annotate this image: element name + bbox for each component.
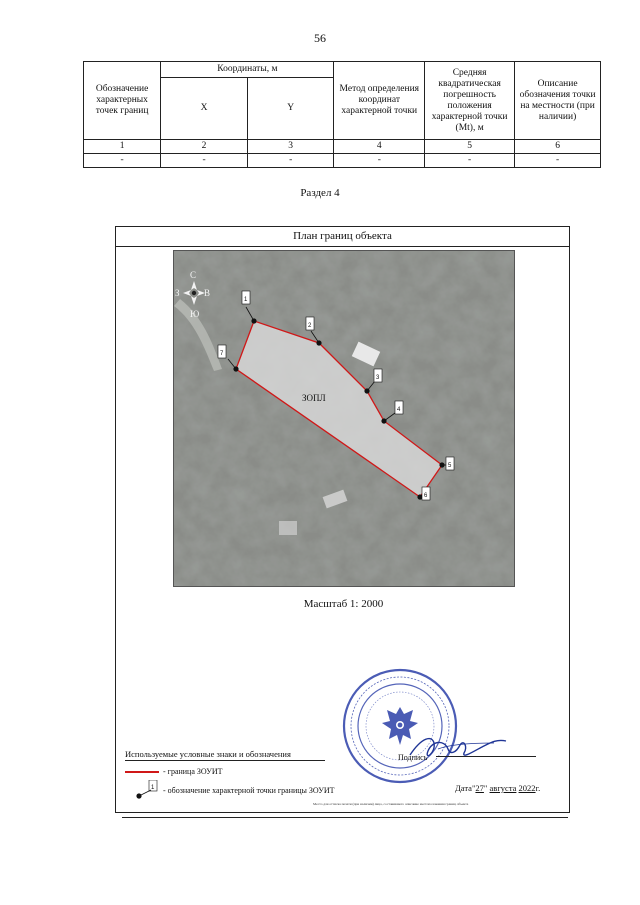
point-symbol-icon	[125, 780, 163, 800]
plan-frame	[115, 226, 570, 813]
compass-north: С	[190, 270, 197, 280]
compass-center-icon	[192, 291, 196, 295]
point-label: 6	[424, 493, 428, 499]
point-label: 1	[244, 297, 248, 303]
date-day: 27	[475, 783, 484, 793]
compass-south: Ю	[190, 309, 200, 319]
column-number: 4	[334, 140, 425, 154]
point-marker-icon	[233, 366, 238, 371]
column-number: 6	[515, 140, 601, 154]
point-marker-icon	[251, 318, 256, 323]
satellite-map	[173, 250, 515, 587]
table-cell: -	[161, 154, 248, 168]
point-marker-icon	[364, 388, 369, 393]
legend-boundary-label: - граница ЗОУИТ	[163, 767, 223, 776]
col-method: Метод определения координат характерной точки	[334, 62, 425, 140]
col-designation: Обозначение характерных точек границ	[84, 62, 161, 140]
stamp-footnote: Место для оттиска печати (при наличии) лица, составившего описание местоположения границ объекта	[313, 802, 469, 806]
boundary-line-icon	[125, 771, 159, 773]
compass-west: З	[175, 288, 180, 298]
col-error: Средняя квадратическая погрешность положения характерной точки (Mt), м	[425, 62, 515, 140]
point-label: 2	[308, 323, 312, 329]
column-number-row	[84, 140, 601, 154]
table-row	[84, 154, 601, 168]
date-year-suffix: г.	[535, 783, 541, 793]
zone-label: ЗОПЛ	[302, 393, 326, 403]
legend-point-text: - обозначение характерной точки границы ЗОУИТ	[163, 785, 335, 795]
date-year: 2022	[518, 783, 536, 793]
column-number: 2	[161, 140, 248, 154]
column-number: 1	[84, 140, 161, 154]
compass-east: В	[204, 288, 211, 298]
legend-point-label: 1	[151, 785, 155, 791]
date-month: августа	[489, 783, 517, 793]
col-coordinates: Координаты, м	[161, 62, 334, 78]
table-cell: -	[515, 154, 601, 168]
point-marker-icon	[316, 340, 321, 345]
point-label: 3	[376, 375, 380, 381]
point-marker-icon	[381, 418, 386, 423]
col-description: Описание обозначения точки на местности (при наличии)	[515, 62, 601, 140]
table-cell: -	[247, 154, 334, 168]
signature-label: Подпись	[398, 753, 428, 762]
date-prefix: Дата"	[455, 783, 476, 793]
col-x: X	[161, 78, 248, 140]
point-label: 5	[448, 463, 452, 469]
signature-line	[436, 756, 536, 757]
point-label: 7	[220, 351, 224, 357]
legend-title: Используемые условные знаки и обозначения	[125, 749, 291, 759]
col-y: Y	[247, 78, 334, 140]
column-number: 3	[247, 140, 334, 154]
seal-stamp	[341, 667, 459, 785]
scale-label: Масштаб 1: 2000	[303, 598, 384, 610]
legend-title-underline	[125, 760, 325, 761]
table-cell: -	[84, 154, 161, 168]
legend-row-point	[125, 780, 335, 800]
table-cell: -	[334, 154, 425, 168]
date-day-suffix: "	[483, 783, 488, 793]
page-number: 56	[314, 31, 326, 45]
column-number: 5	[425, 140, 515, 154]
table-cell: -	[425, 154, 515, 168]
map-graphic	[174, 251, 514, 586]
section-title: Раздел 4	[300, 187, 340, 199]
date-line	[455, 783, 540, 793]
legend-row-boundary	[125, 767, 223, 776]
coordinates-table	[83, 61, 601, 168]
point-marker-icon	[439, 462, 444, 467]
point-label: 4	[397, 407, 401, 413]
plan-title: План границ объекта	[116, 227, 569, 247]
bottom-rule	[122, 817, 568, 818]
building	[279, 521, 297, 535]
